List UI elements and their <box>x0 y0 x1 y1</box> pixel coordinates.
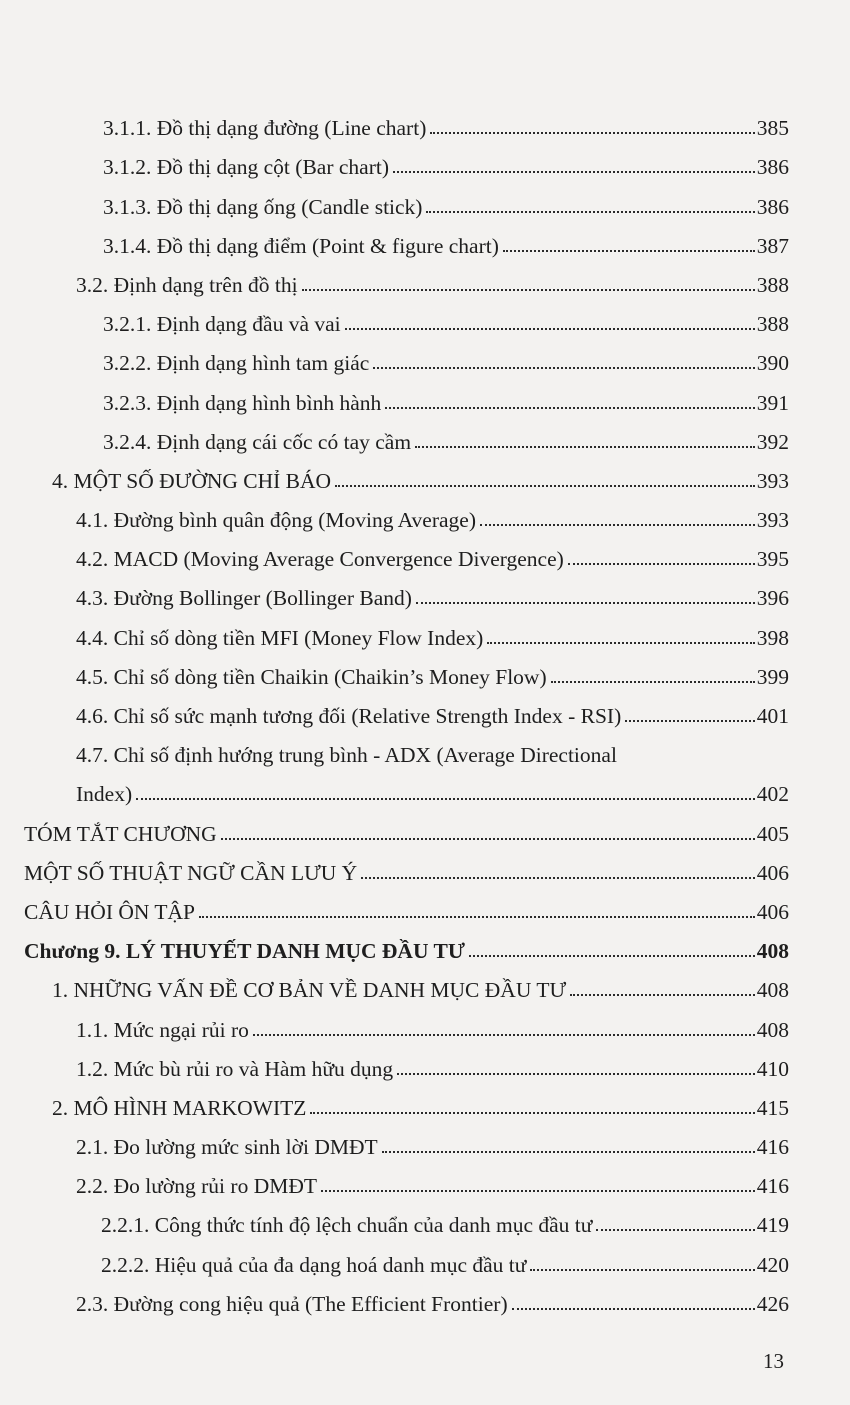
dot-leader <box>393 171 755 173</box>
toc-entry-title: CÂU HỎI ÔN TẬP <box>24 899 196 924</box>
toc-entry-title: TÓM TẮT CHƯƠNG <box>24 821 217 846</box>
toc-entry-page: 401 <box>756 704 789 728</box>
dot-leader <box>345 328 755 330</box>
toc-entry-title: 3.1.3. Đồ thị dạng ống (Candle stick) <box>103 194 423 219</box>
toc-entry <box>0 1237 850 1276</box>
toc-entry-title: 4.2. MACD (Moving Average Convergence Divergence) <box>76 547 564 572</box>
dot-leader <box>302 289 755 291</box>
toc-entry-title: 3.1.4. Đồ thị dạng điểm (Point & figure chart) <box>103 233 499 258</box>
toc-entry-page: 408 <box>756 1017 789 1042</box>
toc-entry-page: 393 <box>756 468 789 493</box>
toc-entry <box>0 571 850 610</box>
toc-entry-title: 4.7. Chỉ số định hướng trung bình - ADX (Average Directional <box>76 743 617 768</box>
toc-entry-page: 393 <box>756 508 789 533</box>
toc-entry-page: 395 <box>756 547 789 572</box>
toc-entry-title: 2.2.2. Hiệu quả của đa dạng hoá danh mục đầu tư <box>101 1252 527 1277</box>
dot-leader <box>530 1269 754 1271</box>
toc-entry <box>0 728 850 767</box>
dot-leader <box>373 367 754 369</box>
dot-leader <box>487 642 754 644</box>
toc-entry-page: 386 <box>756 155 789 180</box>
dot-leader <box>426 211 754 213</box>
toc-entry-title: 4.3. Đường Bollinger (Bollinger Band) <box>76 586 412 611</box>
toc-entry-page: 416 <box>756 1135 789 1160</box>
dot-leader <box>469 955 755 957</box>
toc-entry-page: 405 <box>756 821 789 846</box>
toc-entry-title: MỘT SỐ THUẬT NGỮ CẦN LƯU Ý <box>24 860 358 885</box>
toc-entry-title: 2.1. Đo lường mức sinh lời DMĐT <box>76 1135 378 1160</box>
dot-leader <box>551 681 755 683</box>
toc-entry-page: 399 <box>756 664 789 689</box>
toc-entry <box>0 610 850 649</box>
dot-leader <box>568 563 755 565</box>
toc-entry-page: 420 <box>756 1252 789 1277</box>
dot-leader <box>596 1229 754 1231</box>
dot-leader <box>382 1151 755 1153</box>
toc-entry-title: 4.6. Chỉ số sức mạnh tương đối (Relative Strength Index - RSI) <box>76 704 622 728</box>
dot-leader <box>385 407 754 409</box>
toc-entry-page: 419 <box>756 1213 789 1238</box>
dot-leader <box>199 916 755 918</box>
toc-entry-page: 426 <box>756 1291 789 1316</box>
toc-entry-title: 2.2.1. Công thức tính độ lệch chuẩn của danh mục đầu tư <box>101 1213 593 1238</box>
dot-leader <box>503 250 755 252</box>
toc-entry-title: 1. NHỮNG VẤN ĐỀ CƠ BẢN VỀ DANH MỤC ĐẦU TƯ <box>52 978 567 1003</box>
toc-entry-page: 402 <box>756 782 789 807</box>
toc-entry-page: 406 <box>756 860 789 885</box>
toc-entry-title: 3.2. Định dạng trên đồ thị <box>76 272 298 297</box>
dot-leader <box>136 798 755 800</box>
toc-entry-page: 386 <box>756 194 789 219</box>
dot-leader <box>512 1308 755 1310</box>
toc-entry <box>0 179 850 218</box>
toc-entry <box>0 1159 850 1198</box>
toc-entry-page: 408 <box>756 939 789 964</box>
toc-entry-title: 3.2.4. Định dạng cái cốc có tay cầm <box>103 429 412 454</box>
toc-entry-title: 4.4. Chỉ số dòng tiền MFI (Money Flow Index) <box>76 625 484 650</box>
toc-entry-page: 390 <box>756 351 789 376</box>
dot-leader <box>397 1073 755 1075</box>
toc-entry <box>0 336 850 375</box>
dot-leader <box>480 524 755 526</box>
toc-entry-title: 3.1.1. Đồ thị dạng đường (Line chart) <box>103 116 427 141</box>
toc-entry <box>0 963 850 1002</box>
toc-entry-title: 2.2. Đo lường rủi ro DMĐT <box>76 1174 317 1199</box>
toc-entry-title: 3.2.1. Định dạng đầu và vai <box>103 312 341 337</box>
toc-entry <box>0 258 850 297</box>
dot-leader <box>310 1112 754 1114</box>
dot-leader <box>335 485 755 487</box>
toc-entry-title: 4.5. Chỉ số dòng tiền Chaikin (Chaikin’s Money Flow) <box>76 664 547 689</box>
toc-entry-title: 4. MỘT SỐ ĐƯỜNG CHỈ BÁO <box>52 468 332 493</box>
toc-entry <box>0 924 850 963</box>
toc-entry-page: 387 <box>756 233 789 258</box>
toc-entry-page: 388 <box>756 272 789 297</box>
toc-entry-title: 3.2.3. Định dạng hình bình hành <box>103 390 382 415</box>
toc-entry-title: Chương 9. LÝ THUYẾT DANH MỤC ĐẦU TƯ <box>24 939 465 964</box>
toc-entry <box>0 1198 850 1237</box>
dot-leader <box>361 877 755 879</box>
dot-leader <box>253 1034 755 1036</box>
toc-entry-page: 392 <box>756 429 789 454</box>
table-of-contents <box>0 101 850 1316</box>
dot-leader <box>321 1190 755 1192</box>
toc-entry <box>0 1042 850 1081</box>
toc-entry <box>0 532 850 571</box>
toc-entry <box>0 1081 850 1120</box>
toc-entry-page: 388 <box>756 312 789 337</box>
dot-leader <box>221 838 755 840</box>
toc-entry-title: 4.1. Đường bình quân động (Moving Average) <box>76 508 477 533</box>
toc-entry <box>0 415 850 454</box>
toc-entry-title-cont: Index) <box>76 782 133 807</box>
toc-entry <box>0 846 850 885</box>
toc-entry-title: 1.1. Mức ngại rủi ro <box>76 1017 249 1042</box>
toc-entry <box>0 493 850 532</box>
toc-entry <box>0 650 850 689</box>
toc-entry-page: 410 <box>756 1056 789 1081</box>
toc-entry <box>0 375 850 414</box>
dot-leader <box>570 994 755 996</box>
toc-entry-title: 2. MÔ HÌNH MARKOWITZ <box>52 1095 307 1120</box>
toc-entry-page: 385 <box>756 116 789 141</box>
toc-entry <box>0 885 850 924</box>
toc-entry-page: 415 <box>756 1095 789 1120</box>
toc-entry-continuation <box>0 767 850 806</box>
toc-entry-title: 3.2.2. Định dạng hình tam giác <box>103 351 370 376</box>
toc-entry-page: 416 <box>756 1174 789 1199</box>
dot-leader <box>625 720 755 722</box>
toc-entry-title: 3.1.2. Đồ thị dạng cột (Bar chart) <box>103 155 389 180</box>
toc-entry <box>0 1277 850 1316</box>
toc-entry-page: 396 <box>756 586 789 611</box>
toc-entry <box>0 806 850 845</box>
toc-entry <box>0 101 850 140</box>
toc-entry <box>0 454 850 493</box>
dot-leader <box>415 446 755 448</box>
toc-entry-title: 1.2. Mức bù rủi ro và Hàm hữu dụng <box>76 1056 394 1081</box>
toc-entry-title: 2.3. Đường cong hiệu quả (The Efficient Frontier) <box>76 1291 508 1316</box>
toc-entry-page: 408 <box>756 978 789 1003</box>
toc-entry <box>0 297 850 336</box>
dot-leader <box>430 132 754 134</box>
toc-entry <box>0 1002 850 1041</box>
toc-entry <box>0 689 850 728</box>
toc-entry <box>0 1120 850 1159</box>
toc-entry-page: 391 <box>756 390 789 415</box>
dot-leader <box>416 602 755 604</box>
toc-entry-page: 406 <box>756 899 789 924</box>
toc-entry <box>0 140 850 179</box>
toc-entry-page: 398 <box>756 625 789 650</box>
page-number: 13 <box>763 1349 784 1373</box>
toc-entry <box>0 219 850 258</box>
